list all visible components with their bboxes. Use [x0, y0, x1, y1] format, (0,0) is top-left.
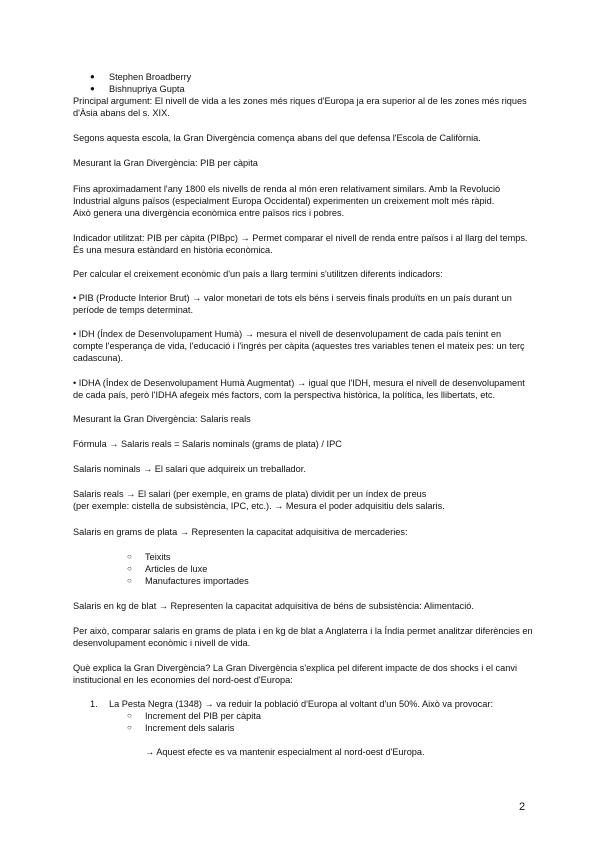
- indicator-line-2: És una mesura estàndard en història econòmica.: [73, 245, 273, 255]
- formula-line: Fórmula → Salaris reals = Salaris nominals (grams de plata) / IPC: [73, 439, 342, 449]
- growth-intro: Per calcular el creixement econòmic d'un país a llarg termini s'utilitzen diferents indicadors:: [73, 269, 443, 279]
- heading-pib: Mesurant la Gran Divergència: PIB per càpita: [73, 158, 258, 168]
- bullet-circle-icon: ○: [127, 576, 132, 585]
- silver-wages-line: Salaris en grams de plata → Representen la capacitat adquisitiva de mercaderies:: [73, 527, 408, 537]
- bullet-dot-icon: ●: [90, 84, 95, 93]
- item-number: 1.: [90, 699, 98, 709]
- item-text: La Pesta Negra (1348) → va reduir la població d'Europa al voltant d'un 50%. Això va provocar:: [109, 699, 493, 709]
- idha-definition-line-2: de cada país, però l'IDHA afegeix més factors, com la perspectiva històrica, la política, les llibertats, etc.: [73, 390, 496, 400]
- wheat-wages-line: Salaris en kg de blat → Representen la capacitat adquisitiva de béns de subsistència: Alimentació.: [73, 601, 474, 611]
- bullet-dot-icon: ●: [90, 72, 95, 81]
- page-number: 2: [519, 801, 526, 813]
- bullet-circle-icon: ○: [127, 552, 132, 561]
- compare-line-2: desenvolupament econòmic i nivell de vida.: [73, 638, 251, 648]
- real-wages-line-2: (per exemple: cistella de subsistència, IPC, etc.). → Mesura el poder adquisitiu dels salaris.: [73, 501, 445, 511]
- pib-definition-line-1: • PIB (Producte Interior Brut) → valor monetari de tots els béns i serveis finals produïts en un país durant un: [73, 293, 512, 303]
- para-1800-line-1: Fins aproximadament l'any 1800 els nivells de renda al món eren relativament similars. Amb la Revolució: [73, 184, 501, 194]
- idh-definition-line-2: compte l'esperança de vida, l'educació i l'ingrés per càpita (aquestes tres variables tenen el mateix pes: un terç: [73, 341, 525, 351]
- bullet-circle-icon: ○: [127, 564, 132, 573]
- bullet-circle-icon: ○: [127, 723, 132, 732]
- principal-argument-line-2: d'Àsia abans del s. XIX.: [73, 108, 170, 118]
- heading-salaris: Mesurant la Gran Divergència: Salaris reals: [73, 414, 251, 424]
- nominal-wages-line: Salaris nominals → El salari que adquireix un treballador.: [73, 464, 306, 474]
- bullet-circle-icon: ○: [127, 711, 132, 720]
- school-paragraph: Segons aquesta escola, la Gran Divergència comença abans del que defensa l'Escola de Califòrnia.: [73, 133, 481, 143]
- principal-argument-line-1: Principal argument: El nivell de vida a les zones més riques d'Europa ja era superior al de les zones més riques: [73, 96, 527, 106]
- para-1800-line-3: Això genera una divergència econòmica entre països rics i pobres.: [73, 208, 345, 218]
- idha-definition-line-1: • IDHA (Índex de Desenvolupament Humà Augmentat) → igual que l'IDH, mesura el nivell de desenvolupament: [73, 378, 525, 388]
- compare-line-1: Per això, comparar salaris en grams de plata i en kg de blat a Anglaterra i la Índia permet analitzar diferències en: [73, 626, 533, 636]
- real-wages-line-1: Salaris reals → El salari (per exemple, en grams de plata) dividit per un índex de preus: [73, 489, 427, 499]
- arrow-note: → Aquest efecte es va mantenir especialment al nord-oest d'Europa.: [145, 747, 425, 757]
- idh-definition-line-3: cadascuna).: [73, 353, 124, 363]
- indicator-line-1: Indicador utilitzat: PIB per càpita (PIBpc) → Permet comparar el nivell de renda entre països i al llarg del temps.: [73, 233, 528, 243]
- para-1800-line-2: Industrial alguns països (especialment Europa Occidental) experimenten un creixement molt més ràpid.: [73, 196, 495, 206]
- document-page: ● Stephen Broadberry ● Bishnupriya Gupta Principal argument: El nivell de vida a les zones més riques d'Europa ja era superior al de les zones més riques d'Àsia abans del s. XIX. Segons aquesta escola, la Gran Divergència comença abans del que defensa l'Escola de Califòrnia. Mesurant la Gran Divergència: PIB per càpita Fins aproximadament l'any 1800 els nivells de renda al món eren relativament similars. Amb la Revolució Industrial alguns països (especialment Europa Occidental) experimenten un creixement molt més ràpid. Això genera una divergència econòmica entre països rics i pobres. Indicador utilitzat: PIB per càpita (PIBpc) → Permet comparar el nivell de renda entre països i al llarg del temps. És una mesura estàndard en història econòmica. Per calcular el creixement econòmic d'un país a llarg termini s'utilitzen diferents indicadors: • PIB (Producte Interior Brut) → valor monetari de tots els béns i serveis finals produïts en un país durant un període de temps determinat. • IDH (Índex de Desenvolupament Humà) → mesura el nivell de desenvolupament de cada país tenint en compte l'esperança de vida, l'educació i l'ingrés per càpita (aquestes tres variables tenen el mateix pes: un terç cadascuna). • IDHA (Índex de Desenvolupament Humà Augmentat) → igual que l'IDH, mesura el nivell de desenvolupament de cada país, però l'IDHA afegeix més factors, com la perspectiva històrica, la política, les llibertats, etc. Mesurant la Gran Divergència: Salaris reals Fórmula → Salaris reals = Salaris nominals (grams de plata) / IPC Salaris nominals → El salari que adquireix un treballador. Salaris reals → El salari (per exemple, en grams de plata) dividit per un índex de preus (per exemple: cistella de subsistència, IPC, etc.). → Mesura el poder adquisitiu dels salaris. Salaris en grams de plata → Representen la capacitat adquisitiva de mercaderies: ○ Teixits ○ Articles de luxe ○ Manufactures importades Salaris en kg de blat → Representen la capacitat adquisitiva de béns de subsistència: Alimentació. Per això, comparar salaris en grams de plata i en kg de blat a Anglaterra i la Índia permet analitzar diferències en desenvolupament econòmic i nivell de vida. Què explica la Gran Divergència? La Gran Divergència s'explica pel diferent impacte de dos shocks i el canvi institucional en les economies del nord-oest d'Europa: 1. La Pesta Negra (1348) → va reduir la població d'Europa al voltant d'un 50%. Això va provocar: ○ Increment del PIB per càpita ○ Increment dels salaris → Aquest efecte es va mantenir especialment al nord-oest d'Europa. 2: [0, 0, 600, 848]
- idh-definition-line-1: • IDH (Índex de Desenvolupament Humà) → mesura el nivell de desenvolupament de cada país tenint en: [73, 329, 502, 339]
- pib-definition-line-2: període de temps determinat.: [73, 305, 194, 315]
- explain-line-2: institucional en les economies del nord-oest d'Europa:: [73, 675, 293, 685]
- explain-line-1: Què explica la Gran Divergència? La Gran Divergència s'explica pel diferent impacte de dos shocks i el canvi: [73, 663, 518, 673]
